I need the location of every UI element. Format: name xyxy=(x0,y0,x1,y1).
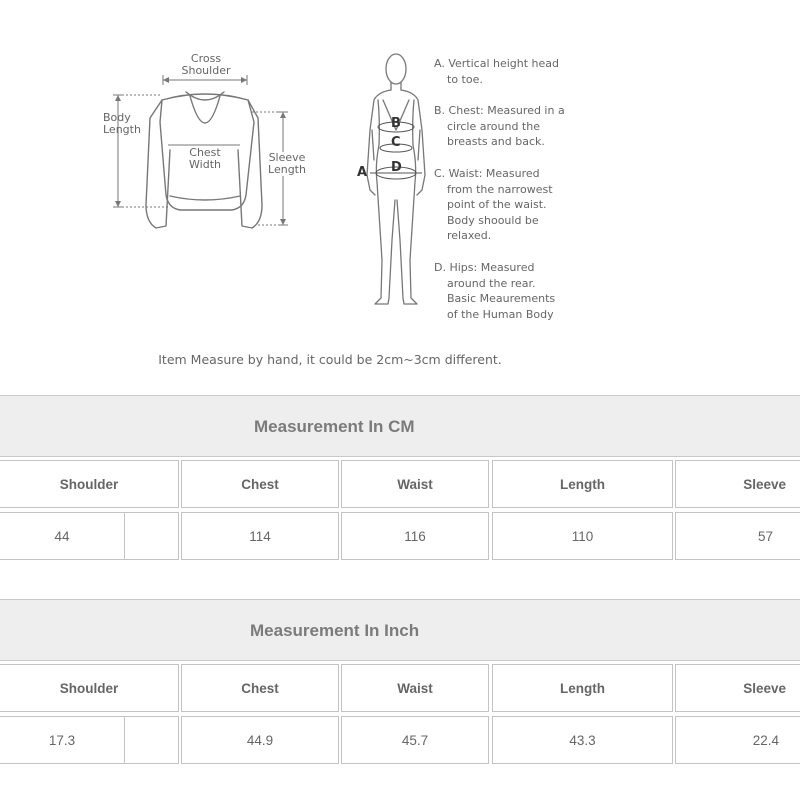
guide-a-line: to toe. xyxy=(447,72,483,86)
cm-header-shoulder: Shoulder xyxy=(0,460,179,508)
guide-c-line: Body shoould be xyxy=(447,213,539,227)
cm-value-sleeve: 57 xyxy=(675,512,800,560)
human-body-illustration xyxy=(350,45,430,315)
measure-note: Item Measure by hand, it could be 2cm~3cm different. xyxy=(158,352,502,367)
cm-header-length: Length xyxy=(492,460,673,508)
inch-header-chest: Chest xyxy=(181,664,339,712)
inch-title-band xyxy=(0,599,800,661)
cm-value-chest: 114 xyxy=(181,512,339,560)
guide-d-line: around the rear. xyxy=(447,276,536,290)
guide-c xyxy=(434,166,553,244)
chest-width-line2: Width xyxy=(189,158,221,171)
cm-table-title: Measurement In CM xyxy=(254,417,415,436)
marker-a: A xyxy=(357,165,368,180)
guide-d-line: of the Human Body xyxy=(447,307,554,321)
cm-header-chest: Chest xyxy=(181,460,339,508)
sleeve-length-label xyxy=(262,152,312,176)
guide-c-line: from the narrowest xyxy=(447,182,553,196)
guide-d-line: Basic Meaurements xyxy=(447,292,556,306)
guide-d-line: D. Hips: Measured xyxy=(434,261,535,274)
inch-header-shoulder: Shoulder xyxy=(0,664,179,712)
cm-value-length: 110 xyxy=(492,512,673,560)
marker-c: C xyxy=(391,135,401,150)
cm-value-shoulder-frame xyxy=(0,512,179,560)
inch-value-sleeve: 22.4 xyxy=(675,716,800,764)
guide-b-line: breasts and back. xyxy=(447,135,545,149)
sleeve-length-line2: Length xyxy=(268,163,306,176)
inch-header-sleeve: Sleeve xyxy=(675,664,800,712)
cross-shoulder-label xyxy=(176,53,236,77)
guide-a-line: A. Vertical height head xyxy=(434,57,560,70)
cross-shoulder-line1: Cross xyxy=(190,52,222,65)
chest-width-line1: Chest xyxy=(189,146,221,159)
chest-width-label xyxy=(180,147,230,171)
guide-b-line: circle around the xyxy=(447,119,540,133)
guide-c-line: C. Waist: Measured xyxy=(434,167,540,180)
inch-value-shoulder-frame xyxy=(0,716,179,764)
inch-value-chest: 44.9 xyxy=(181,716,339,764)
guide-a xyxy=(434,56,559,87)
cm-value-waist: 116 xyxy=(341,512,489,560)
marker-b: B xyxy=(391,116,401,131)
cm-title-band xyxy=(0,395,800,457)
body-length-label xyxy=(103,112,147,136)
guide-d xyxy=(434,260,555,322)
inch-value-shoulder: 17.3 xyxy=(0,716,125,764)
inch-value-waist: 45.7 xyxy=(341,716,489,764)
inch-value-length: 43.3 xyxy=(492,716,673,764)
guide-c-line: relaxed. xyxy=(447,229,492,243)
body-length-line1: Body xyxy=(103,111,131,124)
guide-c-line: point of the waist. xyxy=(447,198,547,212)
inch-table-title: Measurement In Inch xyxy=(250,621,420,640)
body-length-line2: Length xyxy=(103,123,141,136)
sleeve-length-line1: Sleeve xyxy=(268,151,306,164)
inch-header-waist: Waist xyxy=(341,664,489,712)
cross-shoulder-line2: Shoulder xyxy=(181,64,231,77)
guide-b xyxy=(434,103,565,150)
cm-value-shoulder: 44 xyxy=(0,512,125,560)
marker-d: D xyxy=(391,160,402,175)
cm-header-sleeve: Sleeve xyxy=(675,460,800,508)
cm-header-waist: Waist xyxy=(341,460,489,508)
guide-b-line: B. Chest: Measured in a xyxy=(434,104,565,117)
inch-header-length: Length xyxy=(492,664,673,712)
